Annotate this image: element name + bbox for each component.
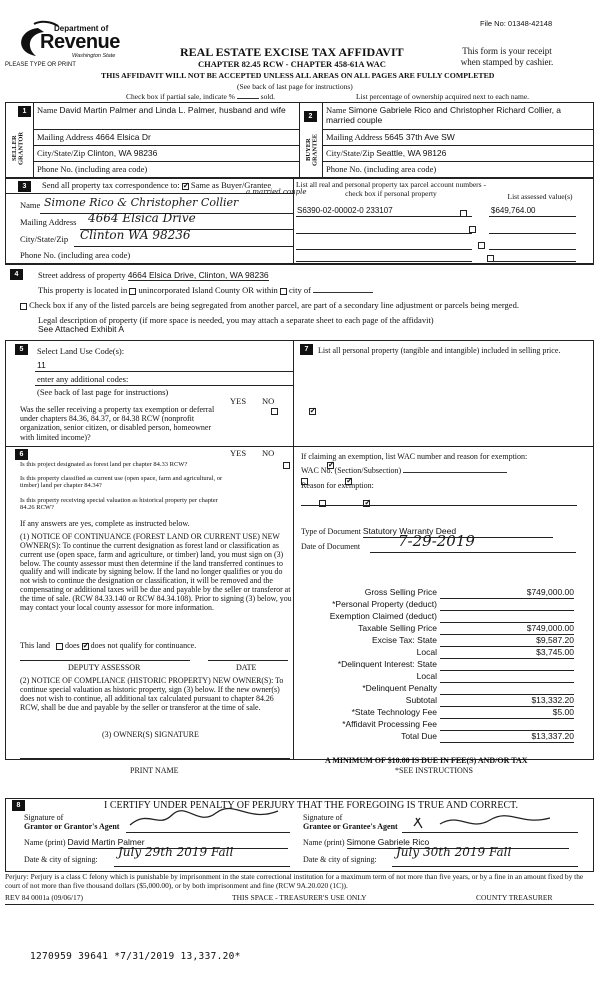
partial-sale-label: Check box if partial sale, indicate % [126,92,235,101]
see-back-note: (See back of last page for instructions) [237,82,353,91]
city-checkbox[interactable] [280,288,287,295]
seller-city-label: City/State/Zip [37,148,86,158]
rev-number: REV 84 0001a (09/06/17) [5,893,83,902]
fin-label-8: *Delinquent Penalty [362,683,437,693]
parcel-1[interactable]: S6390-02-00002-0 233107 [297,206,393,215]
seller-city-row [37,149,157,159]
doc-date-label: Date of Document [301,542,361,551]
seller-mailing-label: Mailing Address [37,132,94,142]
grantor-sig-label [24,813,119,831]
seller-name-label: Name [37,105,58,115]
buyer-city[interactable]: Seattle, WA 98126 [376,148,447,158]
located-row [38,286,373,296]
fin-val-5[interactable]: $3,745.00 [440,648,574,659]
exemption-claim-label: If claiming an exemption, list WAC number and reason for exemption: [301,452,528,461]
section-5-number: 5 [15,344,28,355]
corr-name-label: Name [20,200,41,210]
qualify-label: qualify for continuance. [119,641,197,650]
corr-name[interactable]: Simone Rico & Christopher Collier [44,196,239,209]
buyer-mailing[interactable]: 5645 37th Ave SW [384,132,455,142]
warning-text: THIS AFFIDAVIT WILL NOT BE ACCEPTED UNLESS ALL AREAS ON ALL PAGES ARE FULLY COMPLETED [101,71,495,80]
land-use-see-back: (See back of last page for instructions) [37,387,169,397]
fin-label-2: Exemption Claimed (deduct) [329,611,437,621]
s5-exemption-no[interactable] [309,408,316,415]
doc-type[interactable]: Statutory Warranty Deed [363,527,553,538]
doc-type-label: Type of Document [301,527,361,536]
grantee-sig-label-2: Grantee or Grantee's Agent [303,822,398,832]
fin-label-0: Gross Selling Price [364,587,437,597]
grantee-sig-label-1: Signature of [303,813,343,822]
fin-val-8[interactable] [440,684,574,695]
fin-label-1: *Personal Property (deduct) [332,599,437,609]
deputy-date-label: DATE [236,663,257,672]
s5-exemption-yes[interactable] [271,408,278,415]
perjury-statement: Perjury: Perjury is a class C felony which is punishable by imprisonment in the state correctional institution for a maximum term of not more than five years, or by a fine in an amount fixed by the court of not more than five thousand dollars ($5,000.00), or by both imprisonment and fine (RCW 9A.20.020 (1C)). [5,872,584,890]
land-does-not-checkbox[interactable] [82,643,89,650]
seller-phone-label: Phone No. (including area code) [37,164,148,174]
grantor-name-label: Name (print) [24,838,66,847]
certify-statement: I CERTIFY UNDER PENALTY OF PERJURY THAT THE FOREGOING IS TRUE AND CORRECT. [104,800,518,811]
seller-side-label: SELLER GRANTOR [11,131,25,165]
fin-label-3: Taxable Selling Price [358,623,437,633]
section-6-number: 6 [15,449,28,460]
fin-val-10[interactable]: $5.00 [440,708,574,719]
notice-compliance: (2) NOTICE OF COMPLIANCE (HISTORIC PROPERTY) NEW OWNER(S): To continue special valuation as historic property, sign (3) below. If the new owner(s) does not wish to continue, all additional tax calculated pursuant to chapter 84.26 RCW, shall be due and payable by the seller or transferor at the time of sale. [20,676,284,712]
form-title: REAL ESTATE EXCISE TAX AFFIDAVIT [180,45,404,59]
fin-label-6: *Delinquent Interest: State [337,659,437,669]
located-label: This property is located in [38,285,128,295]
s6-q1-yes[interactable] [283,462,290,469]
section-1-number: 1 [18,106,31,117]
fin-val-0[interactable]: $749,000.00 [440,588,574,599]
wac-label: WAC No. (Section/Subsection) [301,466,402,475]
partial-sale-row [126,93,275,102]
land-does-checkbox[interactable] [56,643,63,650]
grantee-name[interactable]: Simone Gabriele Rico [347,838,569,849]
corr-phone-label: Phone No. (including area code) [20,250,131,260]
s6-q3: Is this property receiving special valuation as historical property per chapter 84.26 RCW? [20,497,218,512]
s6-no-header: NO [262,448,275,458]
fin-label-10: *State Technology Fee [351,707,437,717]
grantor-sig-label-2: Grantor or Grantor's Agent [24,822,120,832]
minimum-note: A MINIMUM OF $10.00 IS DUE IN FEE(S) AND/OR TAX [325,756,528,765]
buyer-name-row [326,106,588,126]
fin-val-3[interactable]: $749,000.00 [440,624,574,635]
file-number: File No: 01348-42148 [480,19,553,28]
buyer-mailing-row [326,133,455,143]
grantor-name[interactable]: David Martin Palmer [68,838,288,849]
segregated-checkbox[interactable] [20,303,27,310]
unincorporated-checkbox[interactable] [129,288,136,295]
parcel-1-personal-checkbox[interactable] [460,210,467,217]
buyer-phone-label: Phone No. (including area code) [326,164,437,174]
fin-val-6[interactable] [440,660,574,671]
corr-name-extra: a married couple [246,188,307,196]
buyer-side-label: BUYER GRANTEE [305,133,319,167]
owner-signature-label: (3) OWNER(S) SIGNATURE [102,730,199,739]
section-2-number: 2 [304,111,317,122]
dept-of: Department of [54,24,109,33]
grantee-sig-label [303,813,398,831]
segregated-row [20,301,519,311]
fin-val-7[interactable] [440,672,574,683]
dept-state: Washington State [72,53,116,59]
form-subtitle: CHAPTER 82.45 RCW - CHAPTER 458-61A WAC [198,59,386,69]
fin-label-5: Local [416,647,437,657]
corr-mailing-label: Mailing Address [20,217,77,227]
doc-date[interactable]: 7-29-2019 [398,532,475,550]
grantor-sig-label-1: Signature of [24,813,64,822]
fin-val-1[interactable] [440,600,574,611]
additional-codes-label: enter any additional codes: [37,374,129,384]
seller-name[interactable]: David Martin Palmer and Linda L. Palmer, husband and wife [59,105,286,115]
s5-no-header: NO [262,396,275,406]
parcel-header: List all real and personal property tax parcel account numbers - check box if personal property [296,180,486,198]
seller-mailing[interactable]: 4664 Elsica Dr [95,132,151,142]
revenue-logo [8,18,128,64]
assessed-header: List assessed value(s) [507,192,573,201]
fin-val-12[interactable]: $13,337.20 [440,732,574,743]
notice-continuance: (1) NOTICE OF CONTINUANCE (FOREST LAND OR CURRENT USE) NEW OWNER(S): To continue the current designation as forest land or classification as current use (open space, farm and agriculture, or timber) land, you must sign on (3) below. The county assessor must then determine if the land transferred continues to qualify and will indicate by signing below. If the land no longer qualifies or you do not wish to continue the designation or classification, it will be removed and the compensating or additional taxes will be due and payable by the seller or transferor at the time of sale. (RCW 84.33.140 or RCW 84.34.108). Prior to signing (3) below, you may contact your local county assessor for more information. [20,532,292,612]
grantor-date-label: Date & city of signing: [24,855,98,864]
grantee-name-label: Name (print) [303,838,345,847]
fin-label-12: Total Due [401,731,437,741]
street-row [38,271,269,281]
section-8-number: 8 [12,800,25,811]
wac-row [301,466,507,475]
street-label: Street address of property [38,270,126,280]
fin-val-4[interactable]: $9,587.20 [440,636,574,647]
seller-name-row [37,106,295,116]
corr-mailing[interactable]: 4664 Elsica Drive [88,211,196,225]
wac-field[interactable] [403,472,507,473]
see-instructions: *SEE INSTRUCTIONS [395,766,474,775]
section-7-number: 7 [300,344,313,355]
exemption-question: Was the seller receiving a property tax exemption or deferral under chapters 84.36, 84.37, or 84.38 RCW (nonprofit organization, senior citizen, or disabled person, homeowner with limited income)? [20,405,215,442]
city-of-field[interactable] [313,292,373,293]
financials-block [293,588,594,748]
does-label: does [65,641,80,650]
s6-q2: Is this property classified as current use (open space, farm and agricultural, or timber) land per chapter 84.34? [20,475,223,490]
grantee-date-label: Date & city of signing: [303,855,377,864]
assessed-1[interactable]: $649,764.00 [491,206,536,215]
buyer-city-row [326,149,446,159]
does-not-label: does not [90,641,118,650]
parcel-4-personal-checkbox[interactable] [487,255,494,262]
same-as-label: Same as Buyer/Grantee [190,180,272,190]
grantee-signature[interactable] [410,810,570,834]
seller-city[interactable]: Clinton, WA 98236 [87,148,158,158]
same-as-buyer-checkbox[interactable] [182,183,189,190]
buyer-city-label: City/State/Zip [326,148,375,158]
buyer-mailing-label: Mailing Address [326,132,383,142]
s6-q1: Is this project designated as forest land per chapter 84.33 RCW? [20,461,188,468]
buyer-name[interactable]: Simone Gabriele Rico and Christopher Richard Collier, a married couple [326,105,562,125]
grantor-date[interactable]: July 29th 2019 Fall [118,845,234,859]
print-name-label: PRINT NAME [130,766,179,775]
receipt-note: This form is your receipt when stamped by cashier. [460,46,554,67]
buyer-name-label: Name [326,105,347,115]
fin-val-9[interactable]: $13,332.20 [440,696,574,707]
street-address[interactable]: 4664 Elsica Drive, Clinton, WA 98236 [127,270,269,280]
if-yes-note: If any answers are yes, complete as instructed below. [20,519,190,528]
segregated-label: Check box if any of the listed parcels are being segregated from another parcel, are part of a secondary line adjustment or parcels being merged. [29,300,519,310]
grantor-signature[interactable] [128,805,288,833]
partial-sale-field[interactable] [237,98,259,99]
treasurer-receipt-stamp: 1270959 39641 *7/31/2019 13,337.20* [30,951,241,962]
this-land-row [20,641,196,650]
treasurer-use-note: THIS SPACE - TREASURER'S USE ONLY [232,893,367,902]
dept-name: Revenue [40,31,120,53]
county-treasurer-label: COUNTY TREASURER [476,893,553,902]
send-label: Send all property tax correspondence to: [42,180,180,190]
grantee-date[interactable]: July 30th 2019 Fall [396,845,512,859]
section-3-number: 3 [18,181,31,192]
sold-label: sold. [260,92,276,101]
fin-label-9: Subtotal [405,695,437,705]
list-pct-note: List percentage of ownership acquired next to each name. [356,92,530,101]
s5-yes-header: YES [230,396,247,406]
legal-label: Legal description of property (if more space is needed, you may attach a separate sheet to each page of the affidavit) [38,315,434,325]
land-use-code[interactable]: 11 [37,360,46,370]
parcel-3-personal-checkbox[interactable] [478,242,485,249]
seller-mailing-row [37,133,151,143]
unincorporated-label: unincorporated Island County OR within [138,285,278,295]
s6-yes-header: YES [230,448,247,458]
fin-label-7: Local [416,671,437,681]
personal-property-label: List all personal property (tangible and intangible) included in selling price. [318,346,561,355]
fin-val-11[interactable] [440,720,574,731]
parcel-2-personal-checkbox[interactable] [469,226,476,233]
corr-city-label: City/State/Zip [20,234,69,244]
correspondence-row [42,181,271,191]
section-4-number: 4 [10,269,23,280]
fin-label-11: *Affidavit Processing Fee [342,719,437,729]
legal-description[interactable]: See Attached Exhibit A [38,324,125,334]
city-of-label: city of [289,285,311,295]
reason-label: Reason for exemption: [301,481,374,490]
fin-label-4: Excise Tax: State [371,635,437,645]
corr-city[interactable]: Clinton WA 98236 [80,228,191,242]
deputy-assessor-label: DEPUTY ASSESSOR [68,663,141,672]
land-use-label: Select Land Use Code(s): [37,346,125,356]
fin-val-2[interactable] [440,612,574,623]
print-note: PLEASE TYPE OR PRINT [5,62,76,68]
this-land-label: This land [20,641,50,650]
